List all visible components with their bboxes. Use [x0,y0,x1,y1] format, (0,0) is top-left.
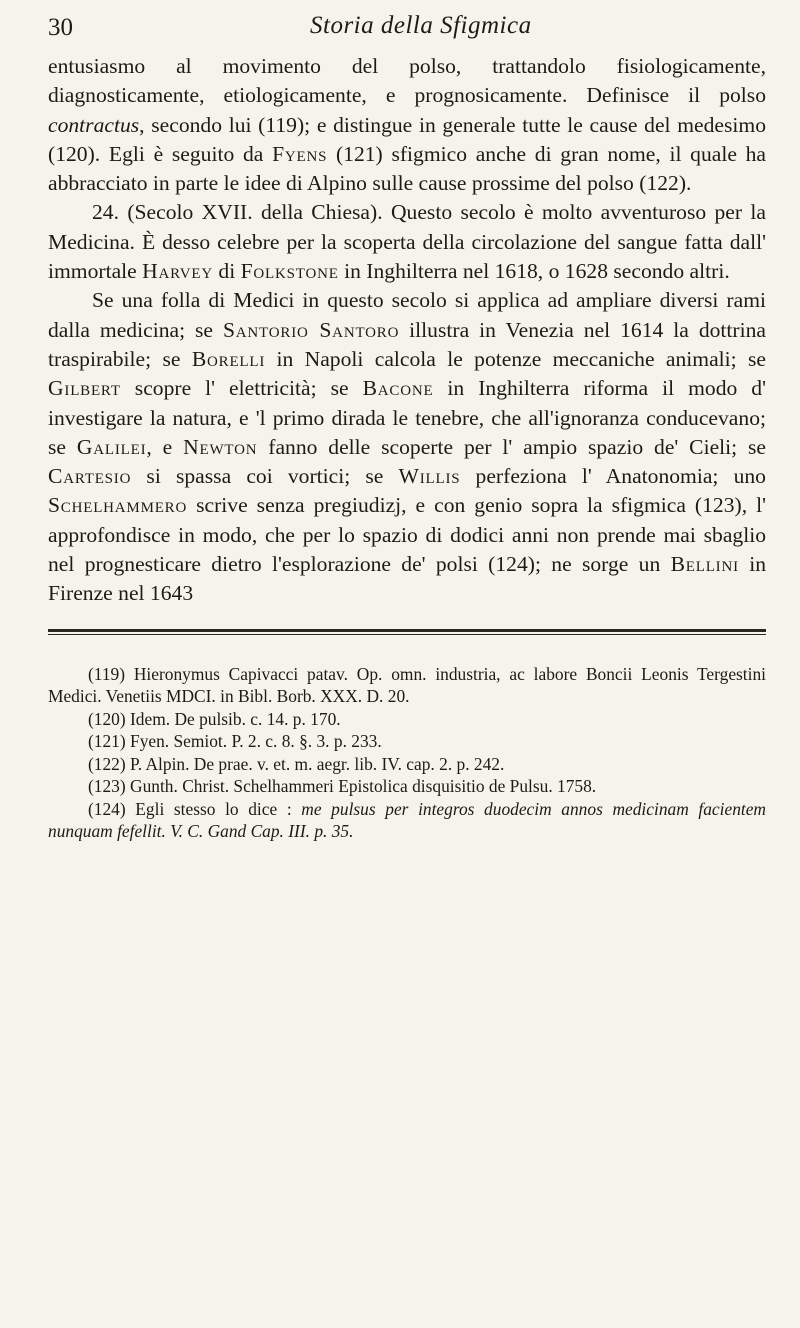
paragraph-3: Se una folla di Medici in questo secolo si applica ad ampliare diversi rami dalla medicina; se Santorio Santoro illustra in Venezia nel 1614 la dottrina traspirabile; se Borelli in Napoli calcola le potenze meccaniche animali; se Gilbert scopre l' elettricità; se Bacone in Inghilterra riforma il modo d' investigare la natura, e 'l primo dirada le tenebre, che all'ignoranza conducevano; se Galilei, e Newton fanno delle scoperte per l' ampio spazio de' Cieli; se Cartesio si spassa coi vortici; se Willis perfeziona l' Anatonomia; uno Schelhammero scrive senza pregiudizj, e con genio sopra la sfigmica (123), l' approfondisce in modo, che per lo spazio di dodici anni non prende mai sbaglio nel prognesticare dietro l'esplorazione de' polsi (124); ne sorge un Bellini in Firenze nel 1643 [48,288,767,606]
footnote-120: (120) Idem. De pulsib. c. 14. p. 170. [88,708,341,729]
paragraph-1: entusiasmo al movimento del polso, trattandolo fisiologicamente, diagnosticamente, etiologicamente, e prognosicamente. Definisce il polso contractus, secondo lui (119); e distingue in generale tutte le cause del medesimo (120). Egli è seguito da Fyens (121) sfigmico anche di gran nome, il quale ha abbracciato in parte le idee di Alpino sulle cause prossime del polso (122). [48,54,767,196]
paragraph-2: 24. (Secolo XVII. della Chiesa). Questo secolo è molto avventuroso per la Medicina. È desso celebre per la scoperta della circolazione del sangue fatta dall' immortale Harvey di Folkstone in Inghilterra nel 1618, o 1628 secondo altri. [48,200,766,284]
main-text [48,52,766,609]
footnote-123: (123) Gunth. Christ. Schelhammeri Epistolica disquisitio de Pulsu. 1758. [88,776,597,797]
page-number: 30 [48,14,73,41]
running-title: Storia della Sfigmica [310,12,532,39]
footnote-rule-thin [48,634,766,635]
footnote-rule [48,629,766,632]
footnote-121: (121) Fyen. Semiot. P. 2. c. 8. §. 3. p. 233. [88,731,382,752]
footnote-122: (122) P. Alpin. De prae. v. et. m. aegr. lib. IV. cap. 2. p. 242. [88,753,505,774]
footnote-119: (119) Hieronymus Capivacci patav. Op. omn. industria, ac labore Boncii Leonis Tergestini Medici. Venetiis MDCI. in Bibl. Borb. XXX. D. 20. [48,663,766,707]
footnotes [48,663,766,843]
page-header [48,12,766,52]
footnote-124: (124) Egli stesso lo dice : me pulsus per integros duodecim annos medicinam facientem nunquam fefellit. V. C. Gand Cap. III. p. 35. [48,798,766,842]
